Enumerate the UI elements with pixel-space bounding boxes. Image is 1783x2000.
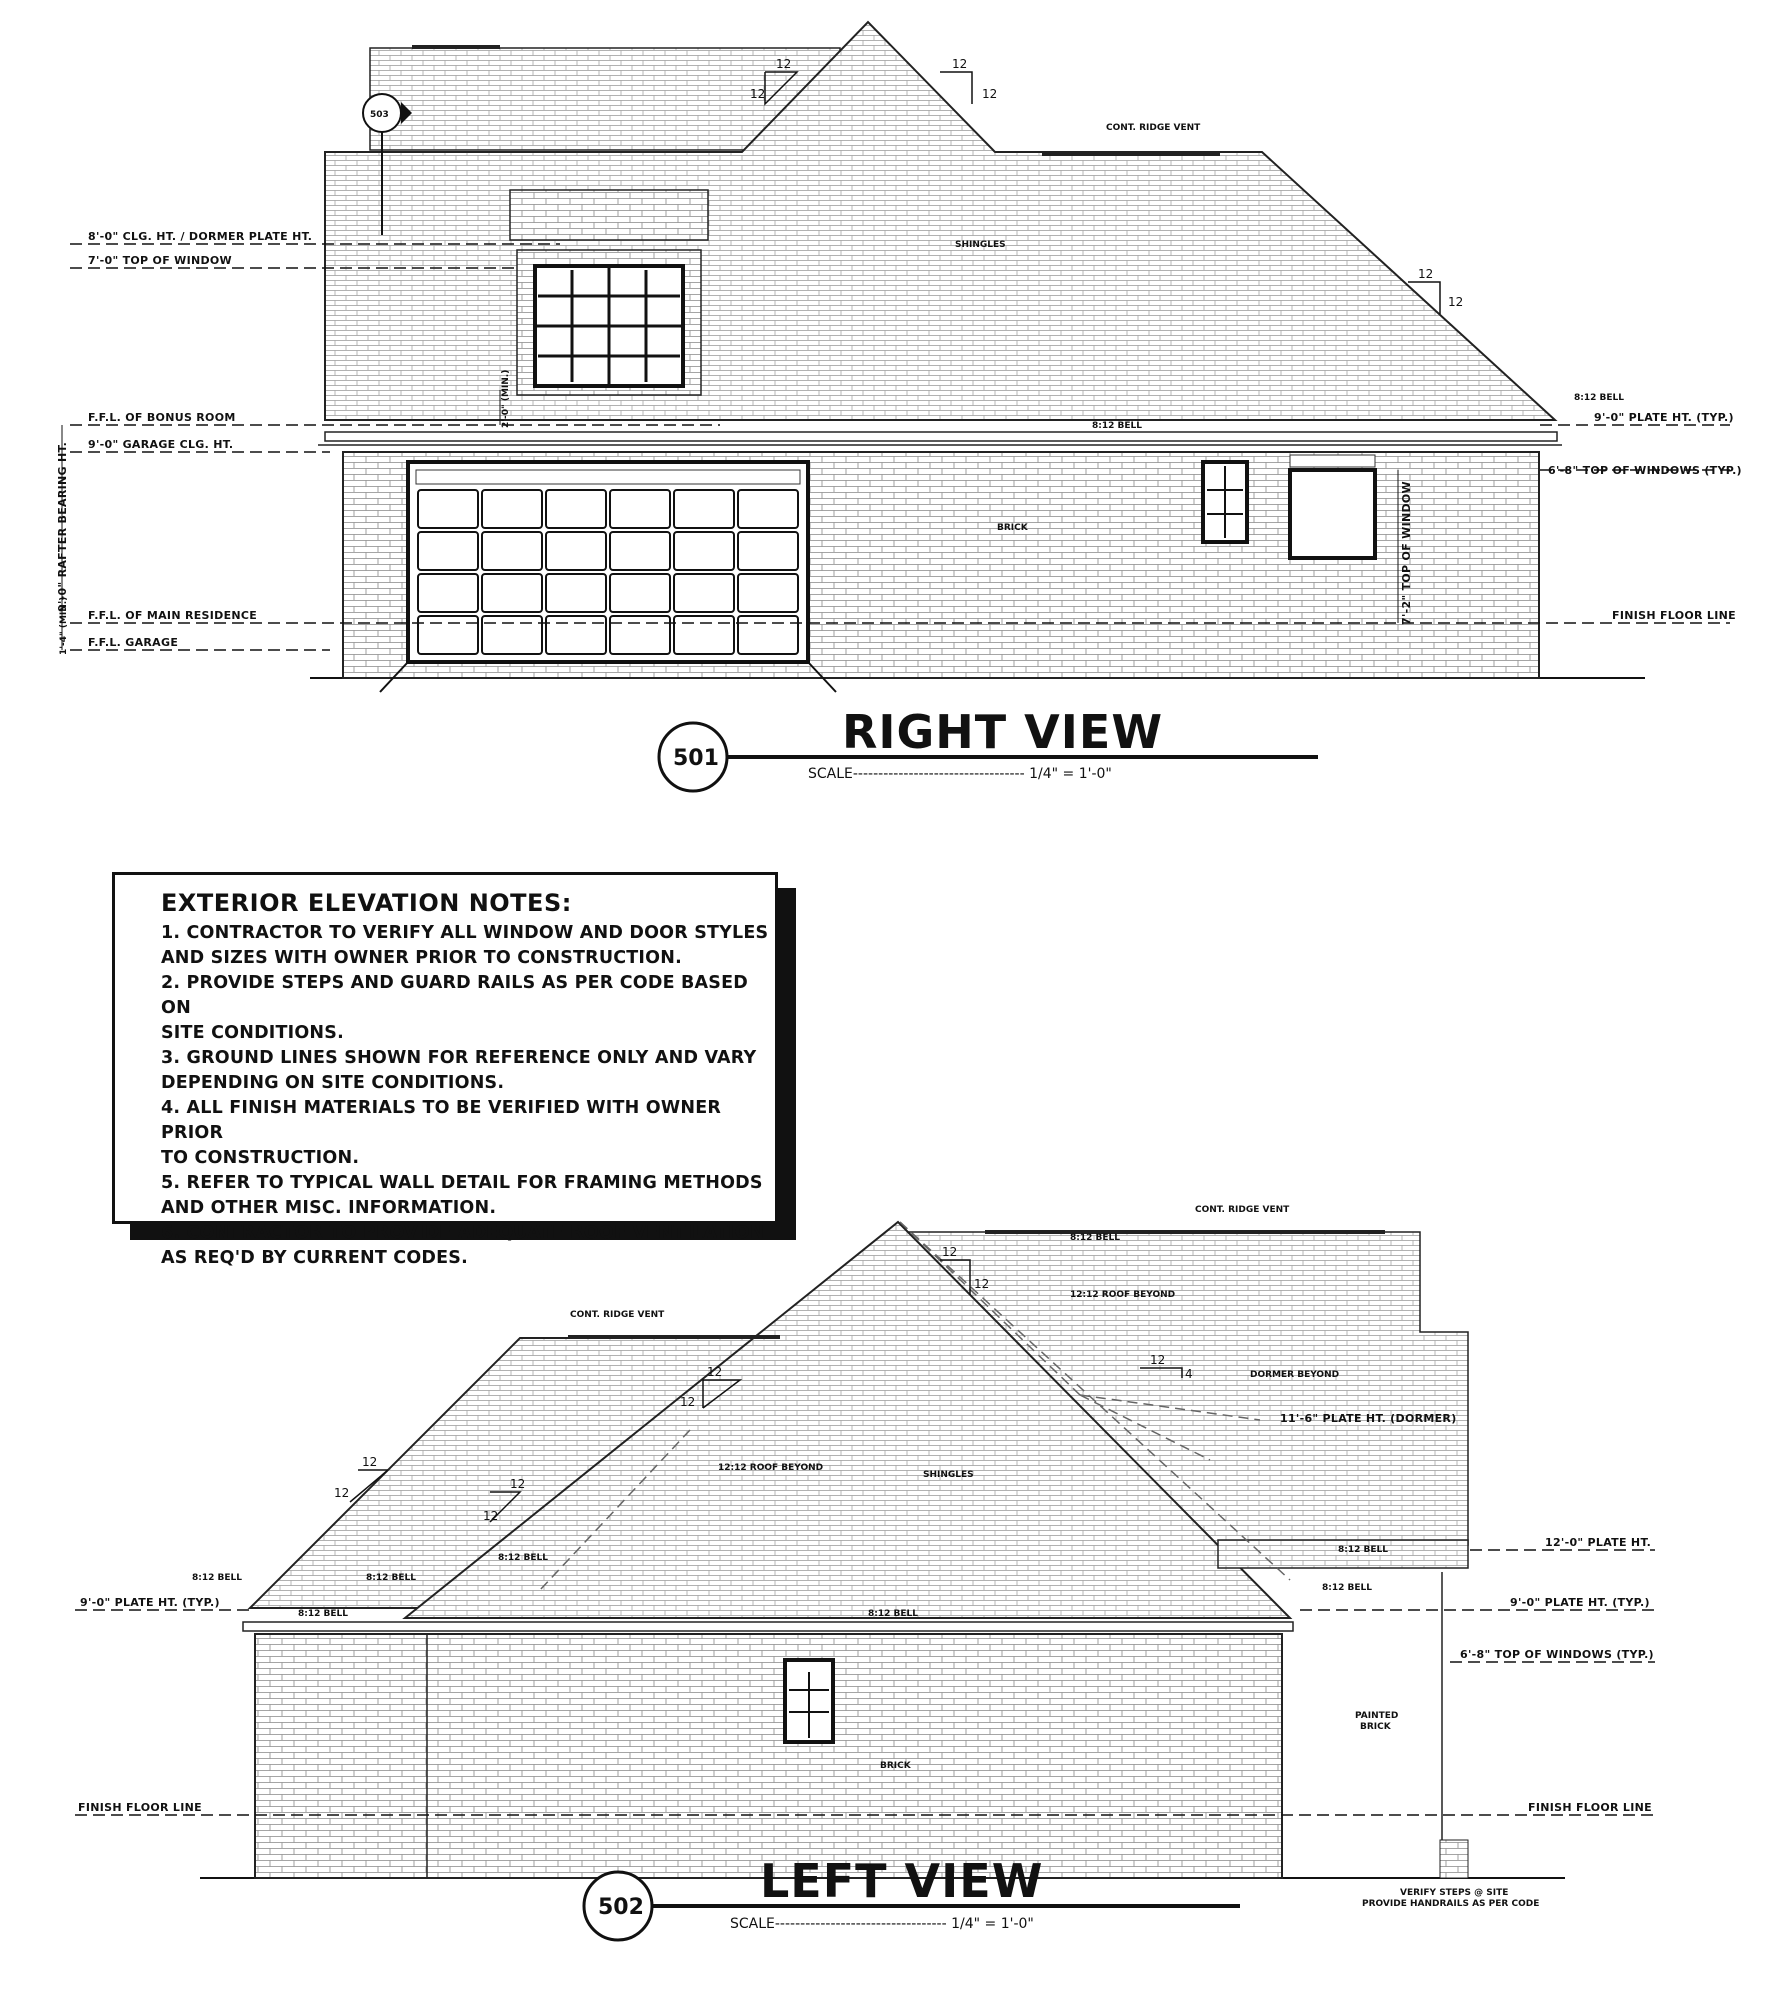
left-view-drawing [75,1222,1655,1878]
pitch-l3-run: 12 [707,1365,723,1379]
label-brick: BRICK [997,523,1028,533]
pitch-rise-a: 12 [750,87,766,101]
label-plate-typ-left: 9'-0" PLATE HT. (TYP.) [80,1596,220,1609]
label-finish-floor: FINISH FLOOR LINE [1612,609,1736,622]
label-bell-3: 8:12 BELL [366,1573,416,1583]
notes-heading: EXTERIOR ELEVATION NOTES: [161,889,572,917]
garage-door-panel [738,532,798,570]
brick-wall-left [255,1634,1282,1878]
eave-band [325,432,1557,441]
label-bell-7: 8:12 BELL [1322,1583,1372,1593]
note-line: AS REQ'D BY CURRENT CODES. [161,1248,468,1268]
pitch-l2-rise: 12 [483,1509,499,1523]
label-roof-beyond-a: 12:12 ROOF BEYOND [1070,1290,1176,1300]
pitch-rise-c: 12 [1448,295,1464,309]
note-line: 5. REFER TO TYPICAL WALL DETAIL FOR FRAMING METHODS [161,1173,763,1193]
note-line: AND SIZES WITH OWNER PRIOR TO CONSTRUCTION. [161,948,682,968]
label-garage-clg: 9'-0" GARAGE CLG. HT. [88,438,234,451]
garage-door-panel [418,616,478,654]
right-view-number: 501 [673,746,719,771]
label-steps-2: PROVIDE HANDRAILS AS PER CODE [1362,1899,1540,1909]
garage-door-panel [546,574,606,612]
note-line: SITE CONDITIONS. [161,1023,344,1043]
garage-door-panel [482,616,542,654]
label-top-window: 7'-0" TOP OF WINDOW [88,254,232,267]
label-ridge-vent: CONT. RIDGE VENT [1106,123,1201,133]
garage-door-panel [738,616,798,654]
note-line: TO CONSTRUCTION. [161,1148,360,1168]
large-window [1290,470,1375,558]
garage-door-panel [674,532,734,570]
label-bell-a: 8:12 BELL [1092,421,1142,431]
label-min-sill: 2'-0" (MIN.) [501,369,511,428]
label-dormer-plate: 11'-6" PLATE HT. (DORMER) [1280,1412,1457,1425]
label-rafter-bearing: 9'-0" RAFTER BEARING HT. [56,441,69,612]
pitch-rise-b: 12 [982,87,998,101]
left-view-number: 502 [598,1895,644,1920]
label-finish-floor-right: FINISH FLOOR LINE [1528,1801,1652,1814]
right-view-title: RIGHT VIEW [842,705,1164,759]
right-view-scale: SCALE---------------------------------- 1/4" = 1'-0" [808,766,1112,782]
label-bell-1: 8:12 BELL [192,1573,242,1583]
garage-door-panel [610,490,670,528]
garage-door-panel [610,532,670,570]
garage-door-panel [674,616,734,654]
pitch-l4-run: 12 [942,1245,958,1259]
left-view-title: LEFT VIEW [760,1854,1044,1908]
label-bell-8: 8:12 BELL [1070,1233,1120,1243]
note-line: 6. CONTRACTOR TO PROVIDE ADEQUATE ROOF VENTILATION [161,1223,765,1243]
label-steps-1: VERIFY STEPS @ SITE [1400,1888,1509,1898]
garage-door-panel [738,574,798,612]
pitch-run-a: 12 [776,57,792,71]
label-plate-12: 12'-0" PLATE HT. [1545,1536,1652,1549]
pitch-l3-rise: 12 [680,1395,696,1409]
label-brick-left: BRICK [880,1761,911,1771]
label-dormer-beyond: DORMER BEYOND [1250,1370,1340,1380]
garage-door-panel [418,532,478,570]
exterior-elevation-notes [112,872,778,1268]
note-line: 2. PROVIDE STEPS AND GUARD RAILS AS PER CODE BASED ON [161,973,748,1018]
note-line: 1. CONTRACTOR TO VERIFY ALL WINDOW AND DOOR STYLES [161,923,769,943]
garage-door-panel [738,490,798,528]
pitch-l5-run: 12 [1150,1353,1166,1367]
pitch-l1-rise: 12 [334,1486,350,1500]
label-ridge-vent-b: CONT. RIDGE VENT [570,1310,665,1320]
label-top-windows-typ: 6'-8" TOP OF WINDOWS (TYP.) [1548,464,1742,477]
label-ffl-main: F.F.L. OF MAIN RESIDENCE [88,609,258,622]
label-painted-2: BRICK [1360,1722,1391,1732]
label-shingles-left: SHINGLES [923,1470,974,1480]
left-view-scale: SCALE---------------------------------- 1/4" = 1'-0" [730,1916,1034,1932]
label-bell-4: 8:12 BELL [498,1553,548,1563]
label-finish-floor-left: FINISH FLOOR LINE [78,1801,202,1814]
label-dormer-plate: 8'-0" CLG. HT. / DORMER PLATE HT. [88,230,313,243]
label-painted-1: PAINTED [1355,1711,1399,1721]
label-bell-2: 8:12 BELL [298,1609,348,1619]
pitch-l2-run: 12 [510,1477,526,1491]
label-top-windows-typ-left: 6'-8" TOP OF WINDOWS (TYP.) [1460,1648,1654,1661]
label-ffl-garage: F.F.L. GARAGE [88,636,179,649]
garage-door-panel [418,574,478,612]
label-plate-typ: 9'-0" PLATE HT. (TYP.) [1594,411,1734,424]
garage-door-panel [482,574,542,612]
note-line: DEPENDING ON SITE CONDITIONS. [161,1073,505,1093]
label-roof-beyond-b: 12:12 ROOF BEYOND [718,1463,824,1473]
label-plate-typ-right: 9'-0" PLATE HT. (TYP.) [1510,1596,1650,1609]
pitch-l1-run: 12 [362,1455,378,1469]
label-ffl-bonus: F.F.L. OF BONUS ROOM [88,411,236,424]
garage-door-panel [546,532,606,570]
section-marker-number: 503 [370,110,389,120]
garage-door-panel [610,574,670,612]
label-ridge-vent-a: CONT. RIDGE VENT [1195,1205,1290,1215]
label-min-step: 1'-4" (MIN.) [59,596,69,655]
dormer-cap [510,190,708,240]
right-view-drawing [62,22,1730,692]
label-bell-6: 8:12 BELL [1338,1545,1388,1555]
garage-door-panel [610,616,670,654]
label-bell-b: 8:12 BELL [1574,393,1624,403]
note-line: 3. GROUND LINES SHOWN FOR REFERENCE ONLY AND VARY [161,1048,757,1068]
pitch-run-c: 12 [1418,267,1434,281]
right-view-title-block [659,705,1318,791]
label-bell-5: 8:12 BELL [868,1609,918,1619]
label-shingles: SHINGLES [955,240,1006,250]
garage-door-panel [674,490,734,528]
note-line: 4. ALL FINISH MATERIALS TO BE VERIFIED WITH OWNER PRIOR [161,1098,722,1143]
garage-door-panel [546,490,606,528]
pitch-run-b: 12 [952,57,968,71]
garage-door-panel [546,616,606,654]
garage-door-panel [418,490,478,528]
pitch-l4-rise: 12 [974,1277,990,1291]
eave-band-left [243,1622,1293,1631]
note-line: AND OTHER MISC. INFORMATION. [161,1198,497,1218]
garage-door-panel [674,574,734,612]
garage-door-panel [482,532,542,570]
label-top-window-vertical: 7'-2" TOP OF WINDOW [1400,481,1413,625]
garage-door-panel [482,490,542,528]
pitch-l5-rise: 4 [1185,1367,1193,1381]
